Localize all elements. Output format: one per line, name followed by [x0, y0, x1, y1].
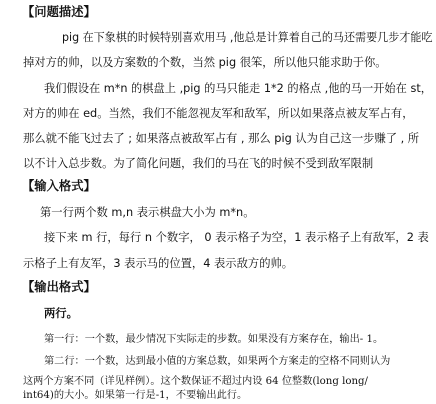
input-paragraph-1: 第一行两个数 m,n 表示棋盘大小为 m*n。 — [40, 206, 255, 219]
problem-paragraph-1-line-1: pig 在下象棋的时候特别喜欢用马 ,他总是计算着自己的马还需要几步才能吃 — [62, 31, 433, 44]
problem-paragraph-1-line-2: 掉对方的帅，以及方案数的个数，当然 pig 很笨，所以他只能求助于你。 — [23, 56, 387, 69]
problem-paragraph-2-line-2: 对方的帅在 ed。当然，我们不能忽视友军和敌军，所以如果落点被友军占有， — [23, 107, 414, 120]
problem-description-heading: 【问题描述】 — [22, 5, 96, 19]
problem-paragraph-2-line-4: 以不计入总步数。为了简化问题，我们的马在飞的时候不受到敌军限制 — [23, 157, 374, 170]
input-paragraph-2-line-2: 示格子上有友军，3 表示马的位置，4 表示敌方的帅。 — [23, 257, 294, 270]
output-paragraph-2: 第一行：一个数，最少情况下实际走的步数。如果没有方案存在，输出- 1。 — [44, 334, 384, 345]
problem-paragraph-2-line-3: 那么就不能飞过去了 ; 如果落点被敌军占有 , 那么 pig 认为自己这一步赚了 , 所 — [23, 132, 420, 145]
problem-paragraph-2-line-1: 我们假设在 m*n 的棋盘上 ,pig 的马只能走 1*2 的格点 ,他的马一开始在 st， — [44, 82, 432, 95]
output-paragraph-1: 两行。 — [44, 307, 78, 320]
output-paragraph-3-line-2: 这两个方案不同（详见样例）。这个数保证不超过内设 64 位整数(long long/ — [23, 376, 368, 387]
output-paragraph-3-line-1: 第二行：一个数，达到最小值的方案总数，如果两个方案走的空格不同则认为 — [44, 356, 391, 367]
output-paragraph-3-line-3: int64)的大小。如果第一行是-1，不要输出此行。 — [23, 390, 248, 401]
input-format-heading: 【输入格式】 — [22, 179, 96, 193]
output-format-heading: 【输出格式】 — [22, 280, 96, 294]
input-paragraph-2-line-1: 接下来 m 行，每行 n 个数字， 0 表示格子为空，1 表示格子上有敌军，2 表 — [44, 231, 429, 244]
